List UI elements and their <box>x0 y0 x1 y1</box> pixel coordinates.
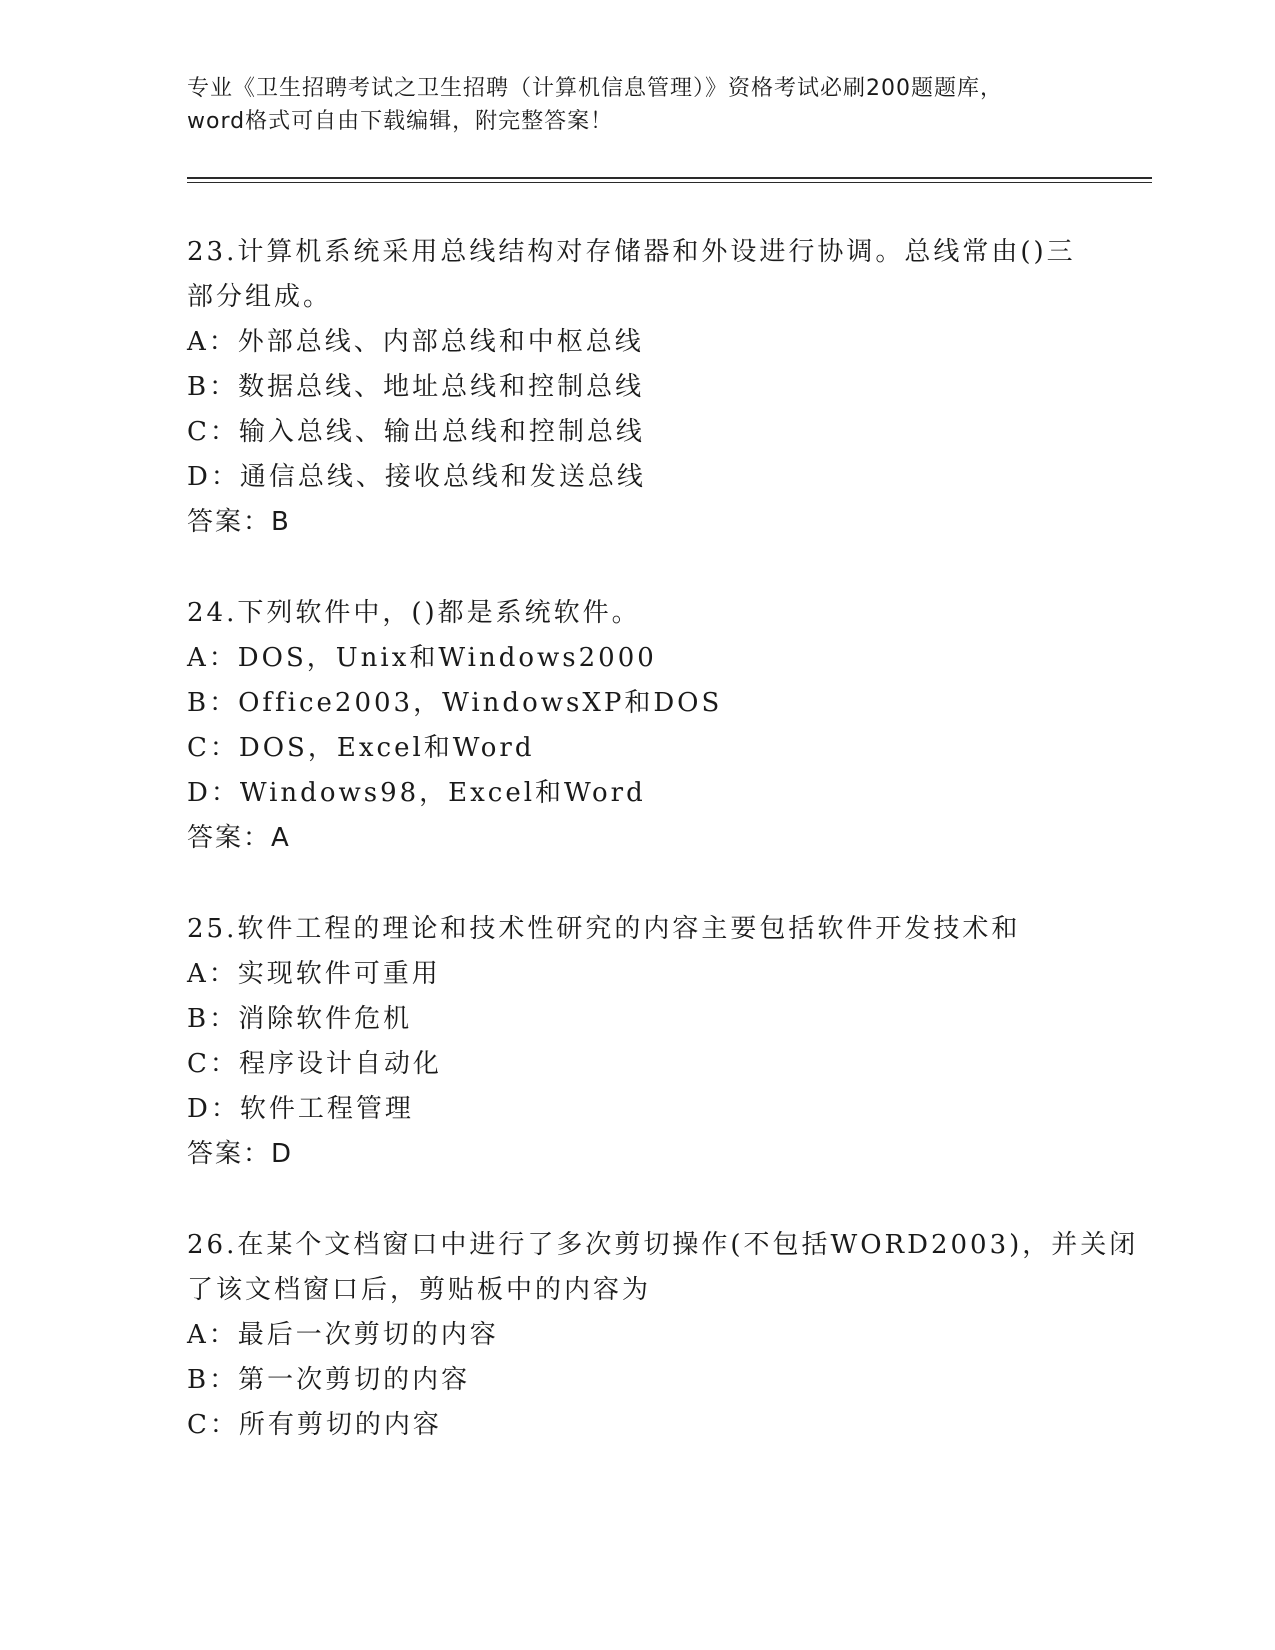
answer-text: 答案：D <box>187 1139 294 1169</box>
option-a: A：DOS，Unix和Windows2000 <box>187 643 657 673</box>
stem-line: 部分组成。 <box>187 282 333 312</box>
header-divider-thick <box>187 177 1152 179</box>
option-a: A：实现软件可重用 <box>187 959 441 989</box>
header-line-1: 专业《卫生招聘考试之卫生招聘（计算机信息管理）》资格考试必刷200题题库， <box>187 76 1003 101</box>
option-a: A：外部总线、内部总线和中枢总线 <box>187 327 644 357</box>
option-b: B：Office2003，WindowsXP和DOS <box>187 688 723 718</box>
stem-line: 了该文档窗口后，剪贴板中的内容为 <box>187 1275 652 1305</box>
header-divider-thin <box>187 182 1152 183</box>
option-c: C：DOS，Excel和Word <box>187 733 535 763</box>
question-stem <box>187 591 1087 636</box>
stem-line: 26.在某个文档窗口中进行了多次剪切操作(不包括WORD2003)，并关闭 <box>187 1230 1139 1260</box>
option-a: A：最后一次剪切的内容 <box>187 1320 499 1350</box>
question-stem <box>187 230 1087 320</box>
answer-text: 答案：B <box>187 507 291 537</box>
option-b: B：消除软件危机 <box>187 1004 413 1034</box>
header-line-2: word格式可自由下载编辑，附完整答案！ <box>187 109 614 134</box>
option-c: C：输入总线、输出总线和控制总线 <box>187 417 645 447</box>
question-stem <box>187 1223 1139 1313</box>
document-header <box>187 72 1087 138</box>
question-23 <box>187 230 1087 545</box>
stem-line: 23.计算机系统采用总线结构对存储器和外设进行协调。总线常由()三 <box>187 237 1076 267</box>
option-c: C：所有剪切的内容 <box>187 1410 442 1440</box>
answer-text: 答案：A <box>187 823 291 853</box>
option-d: D：Windows98，Excel和Word <box>187 778 646 808</box>
question-24 <box>187 591 1087 861</box>
stem-line: 24.下列软件中，()都是系统软件。 <box>187 598 641 628</box>
option-b: B：第一次剪切的内容 <box>187 1365 471 1395</box>
question-stem <box>187 907 1087 952</box>
option-d: D：通信总线、接收总线和发送总线 <box>187 462 646 492</box>
option-b: B：数据总线、地址总线和控制总线 <box>187 372 645 402</box>
option-d: D：软件工程管理 <box>187 1094 414 1124</box>
question-26 <box>187 1223 1139 1448</box>
option-c: C：程序设计自动化 <box>187 1049 442 1079</box>
question-list <box>187 230 1139 1494</box>
stem-line: 25.软件工程的理论和技术性研究的内容主要包括软件开发技术和 <box>187 914 1021 944</box>
question-25 <box>187 907 1087 1177</box>
